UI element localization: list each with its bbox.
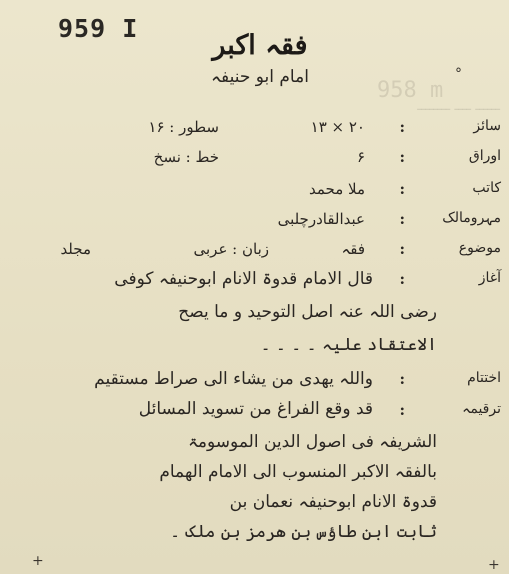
opening-line: الاعتقاد علیہ ۔ ۔ ۔ ۔ <box>260 335 437 355</box>
field-value: فقہ <box>341 240 365 258</box>
field-value: سطور : ۱۶ <box>148 118 219 136</box>
field-colon: : <box>399 401 405 419</box>
field-size <box>6 118 501 144</box>
book-author: امام ابو حنیفہ <box>211 67 309 87</box>
field-label: سائز <box>473 118 501 134</box>
opening-line: قال الامام قدوۃ الانام ابوحنیفہ کوفی <box>114 269 373 289</box>
colophon-line: قدوۃ الانام ابوحنیفہ نعمان بن <box>229 492 437 512</box>
bleed-through-text: ــــــ ــــ ــــــــ <box>417 98 500 114</box>
field-value: ۶ <box>356 148 365 166</box>
field-label: موضوع <box>458 240 501 256</box>
field-value: ۲۰ × ۱۳ <box>310 118 365 136</box>
field-colon: : <box>399 240 405 258</box>
field-value: عبدالقادرچلبی <box>277 210 365 228</box>
catalog-number: 959 I <box>58 14 139 43</box>
field-owner-seal <box>6 210 501 236</box>
registration-mark: + <box>32 553 44 569</box>
colophon-line: ثابت ابن طاؤس بن ھرمز بن ملک ۔ <box>170 522 437 542</box>
field-value: مجلد <box>60 240 91 258</box>
field-colon: : <box>399 210 405 228</box>
field-colon: : <box>399 370 405 388</box>
field-label: آغاز <box>478 270 501 286</box>
field-value: ملا محمد <box>308 180 365 198</box>
field-subject <box>6 240 501 266</box>
field-colon: : <box>399 118 405 136</box>
field-label: اوراق <box>468 148 501 164</box>
field-folios <box>6 148 501 174</box>
field-label: کاتب <box>472 180 501 196</box>
ending-text: واللہ یھدی من یشاء الی صراط مستقیم <box>94 369 373 389</box>
field-value: زبان : عربی <box>193 240 269 258</box>
colophon-line: بالفقہ الاکبر المنسوب الی الامام الھمام <box>159 462 437 482</box>
field-colon: : <box>399 180 405 198</box>
corner-mark: ° <box>455 66 462 82</box>
field-colon: : <box>399 148 405 166</box>
field-scribe <box>6 180 501 206</box>
field-label: مہرومالک <box>442 210 501 226</box>
bleed-through-number: 958 m <box>377 78 444 103</box>
registration-mark: + <box>488 557 500 573</box>
colophon-line: قد وقع الفراغ من تسوید المسائل <box>138 399 373 419</box>
opening-line: رضی اللہ عنہ اصل التوحید و ما یصح <box>178 302 437 322</box>
field-colon: : <box>399 270 405 288</box>
field-value: خط : نسخ <box>153 148 219 166</box>
book-title: فقہ اکبر <box>212 30 308 61</box>
field-label: ترقیمہ <box>462 401 501 417</box>
field-label: اختتام <box>467 370 501 386</box>
colophon-line: الشریفہ فی اصول الدین الموسومۃ <box>187 432 437 452</box>
